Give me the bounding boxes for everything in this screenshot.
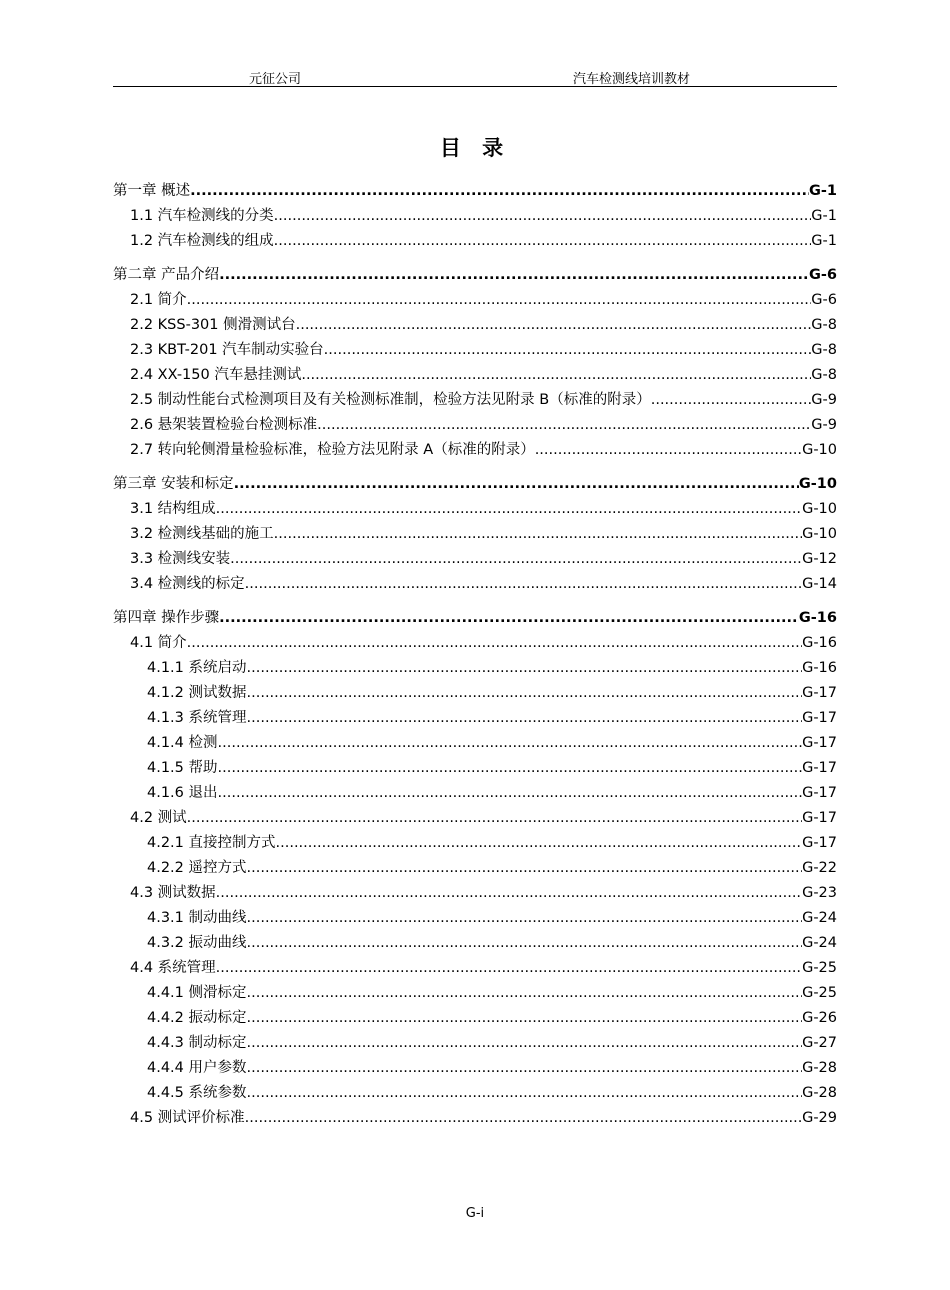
toc-entry-page: G-16: [802, 635, 837, 651]
toc-entry-label: 4.4.2 振动标定: [147, 1010, 247, 1026]
toc-leader-dots: [274, 229, 812, 254]
toc-entry-page: G-17: [802, 785, 837, 801]
toc-entry-label: 2.7 转向轮侧滑量检验标准，检验方法见附录 A（标准的附录）: [130, 442, 535, 458]
toc-section-entry[interactable]: [113, 681, 837, 706]
header-company: 元征公司: [249, 72, 302, 87]
toc-leader-dots: [245, 1106, 802, 1131]
toc-section-entry[interactable]: [113, 631, 837, 656]
toc-section-entry[interactable]: [113, 572, 837, 597]
toc-entry-label: 4.4.3 制动标定: [147, 1035, 247, 1051]
toc-leader-dots: [247, 1031, 803, 1056]
toc-entry-page: G-12: [802, 551, 837, 567]
toc-entry-page: G-8: [811, 367, 837, 383]
toc-entry-page: G-17: [802, 685, 837, 701]
toc-leader-dots: [274, 204, 812, 229]
table-of-contents: [113, 179, 837, 1131]
toc-entry-label: 第四章 操作步骤: [113, 610, 220, 626]
toc-entry-label: 3.2 检测线基础的施工: [130, 526, 274, 542]
toc-entry-label: 4.4.1 侧滑标定: [147, 985, 247, 1001]
toc-entry-label: 2.1 简介: [130, 292, 187, 308]
toc-entry-page: G-26: [802, 1010, 837, 1026]
toc-entry-label: 4.3.2 振动曲线: [147, 935, 247, 951]
toc-entry-page: G-10: [798, 476, 837, 492]
toc-entry-page: G-1: [811, 208, 837, 224]
toc-leader-dots: [247, 906, 803, 931]
toc-leader-dots: [230, 547, 802, 572]
toc-entry-page: G-17: [802, 710, 837, 726]
toc-section-entry[interactable]: [113, 656, 837, 681]
toc-section-entry[interactable]: [113, 1056, 837, 1081]
toc-section-entry[interactable]: [113, 438, 837, 463]
toc-entry-label: 3.4 检测线的标定: [130, 576, 245, 592]
toc-leader-dots: [218, 781, 803, 806]
toc-entry-page: G-8: [811, 342, 837, 358]
toc-entry-page: G-9: [811, 392, 837, 408]
toc-section-entry[interactable]: [113, 313, 837, 338]
toc-section-entry[interactable]: [113, 756, 837, 781]
toc-chapter-entry[interactable]: [113, 179, 837, 204]
toc-section-entry[interactable]: [113, 497, 837, 522]
toc-leader-dots: [216, 881, 802, 906]
toc-leader-dots: [245, 572, 802, 597]
toc-chapter-entry[interactable]: [113, 472, 837, 497]
toc-entry-label: 4.1.3 系统管理: [147, 710, 247, 726]
toc-section-entry[interactable]: [113, 956, 837, 981]
toc-leader-dots: [187, 288, 812, 313]
toc-entry-page: G-25: [802, 985, 837, 1001]
toc-leader-dots: [276, 831, 803, 856]
toc-entry-label: 4.1.2 测试数据: [147, 685, 247, 701]
toc-entry-label: 3.1 结构组成: [130, 501, 216, 517]
toc-section-entry[interactable]: [113, 363, 837, 388]
toc-section-entry[interactable]: [113, 338, 837, 363]
toc-entry-label: 4.4.5 系统参数: [147, 1085, 247, 1101]
toc-leader-dots: [247, 656, 803, 681]
toc-entry-label: 1.1 汽车检测线的分类: [130, 208, 274, 224]
toc-leader-dots: [218, 731, 803, 756]
toc-entry-label: 4.2.1 直接控制方式: [147, 835, 276, 851]
toc-section-entry[interactable]: [113, 731, 837, 756]
toc-leader-dots: [651, 388, 812, 413]
toc-section-entry[interactable]: [113, 547, 837, 572]
toc-entry-page: G-10: [802, 442, 837, 458]
toc-entry-page: G-27: [802, 1035, 837, 1051]
toc-section-entry[interactable]: [113, 781, 837, 806]
toc-entry-label: 第二章 产品介绍: [113, 267, 220, 283]
toc-leader-dots: [535, 438, 802, 463]
header-doc-title: 汽车检测线培训教材: [573, 72, 691, 87]
toc-entry-page: G-14: [802, 576, 837, 592]
toc-entry-label: 2.3 KBT-201 汽车制动实验台: [130, 342, 324, 358]
toc-section-entry[interactable]: [113, 806, 837, 831]
toc-entry-page: G-29: [802, 1110, 837, 1126]
toc-section-entry[interactable]: [113, 522, 837, 547]
toc-entry-page: G-16: [802, 660, 837, 676]
toc-entry-page: G-1: [808, 183, 837, 199]
toc-leader-dots: [247, 1006, 803, 1031]
toc-section-entry[interactable]: [113, 906, 837, 931]
toc-entry-label: 第一章 概述: [113, 183, 191, 199]
toc-entry-label: 2.4 XX-150 汽车悬挂测试: [130, 367, 302, 383]
toc-entry-page: G-10: [802, 526, 837, 542]
toc-leader-dots: [218, 756, 803, 781]
page-number: G-i: [465, 1206, 485, 1221]
toc-chapter-entry[interactable]: [113, 606, 837, 631]
toc-entry-label: 4.3.1 制动曲线: [147, 910, 247, 926]
toc-entry-page: G-28: [802, 1060, 837, 1076]
toc-section-entry[interactable]: [113, 706, 837, 731]
toc-entry-label: 4.1.4 检测: [147, 735, 218, 751]
toc-leader-dots: [216, 497, 802, 522]
toc-entry-page: G-23: [802, 885, 837, 901]
toc-leader-dots: [216, 956, 802, 981]
toc-section-entry[interactable]: [113, 1031, 837, 1056]
toc-section-entry[interactable]: [113, 413, 837, 438]
page-header: [113, 66, 837, 87]
toc-entry-label: 4.4.4 用户参数: [147, 1060, 247, 1076]
toc-section-entry[interactable]: [113, 204, 837, 229]
toc-entry-label: 1.2 汽车检测线的组成: [130, 233, 274, 249]
toc-leader-dots: [247, 681, 803, 706]
toc-leader-dots: [324, 338, 812, 363]
toc-leader-dots: [247, 981, 803, 1006]
toc-entry-label: 4.2.2 遥控方式: [147, 860, 247, 876]
toc-entry-page: G-17: [802, 735, 837, 751]
toc-section-entry[interactable]: [113, 831, 837, 856]
toc-entry-page: G-17: [802, 810, 837, 826]
toc-leader-dots: [190, 179, 809, 204]
toc-leader-dots: [301, 363, 811, 388]
toc-entry-label: 3.3 检测线安装: [130, 551, 231, 567]
toc-leader-dots: [317, 413, 811, 438]
toc-entry-label: 2.5 制动性能台式检测项目及有关检测标准制，检验方法见附录 B（标准的附录）: [130, 392, 651, 408]
page-title: 目 录: [439, 136, 511, 160]
toc-leader-dots: [234, 472, 799, 497]
toc-leader-dots: [247, 706, 803, 731]
toc-section-entry[interactable]: [113, 931, 837, 956]
toc-entry-page: G-17: [802, 760, 837, 776]
toc-section-entry[interactable]: [113, 856, 837, 881]
toc-section-entry[interactable]: [113, 1081, 837, 1106]
toc-section-entry[interactable]: [113, 1006, 837, 1031]
toc-entry-page: G-24: [802, 935, 837, 951]
toc-entry-page: G-10: [802, 501, 837, 517]
toc-section-entry[interactable]: [113, 388, 837, 413]
toc-entry-page: G-24: [802, 910, 837, 926]
toc-entry-label: 4.1.6 退出: [147, 785, 218, 801]
toc-entry-label: 4.1.1 系统启动: [147, 660, 247, 676]
toc-entry-label: 4.3 测试数据: [130, 885, 216, 901]
toc-section-entry[interactable]: [113, 1106, 837, 1131]
toc-entry-page: G-6: [808, 267, 837, 283]
toc-entry-label: 4.2 测试: [130, 810, 187, 826]
toc-leader-dots: [219, 606, 799, 631]
toc-entry-label: 4.5 测试评价标准: [130, 1110, 245, 1126]
toc-section-entry[interactable]: [113, 288, 837, 313]
toc-section-entry[interactable]: [113, 981, 837, 1006]
toc-leader-dots: [219, 263, 809, 288]
toc-entry-label: 2.6 悬架装置检验台检测标准: [130, 417, 318, 433]
toc-leader-dots: [247, 1056, 803, 1081]
toc-entry-page: G-16: [798, 610, 837, 626]
toc-leader-dots: [274, 522, 802, 547]
toc-entry-page: G-6: [811, 292, 837, 308]
toc-chapter-entry[interactable]: [113, 263, 837, 288]
toc-entry-page: G-22: [802, 860, 837, 876]
toc-leader-dots: [296, 313, 812, 338]
toc-entry-label: 2.2 KSS-301 侧滑测试台: [130, 317, 296, 333]
toc-entry-label: 第三章 安装和标定: [113, 476, 234, 492]
toc-leader-dots: [187, 631, 802, 656]
toc-leader-dots: [247, 1081, 803, 1106]
toc-section-entry[interactable]: [113, 229, 837, 254]
toc-entry-label: 4.1.5 帮助: [147, 760, 218, 776]
toc-entry-page: G-25: [802, 960, 837, 976]
toc-entry-page: G-1: [811, 233, 837, 249]
toc-leader-dots: [247, 931, 803, 956]
toc-section-entry[interactable]: [113, 881, 837, 906]
toc-leader-dots: [247, 856, 803, 881]
toc-entry-label: 4.1 简介: [130, 635, 187, 651]
toc-entry-page: G-9: [811, 417, 837, 433]
toc-entry-page: G-8: [811, 317, 837, 333]
toc-entry-label: 4.4 系统管理: [130, 960, 216, 976]
toc-entry-page: G-28: [802, 1085, 837, 1101]
toc-entry-page: G-17: [802, 835, 837, 851]
toc-leader-dots: [187, 806, 802, 831]
